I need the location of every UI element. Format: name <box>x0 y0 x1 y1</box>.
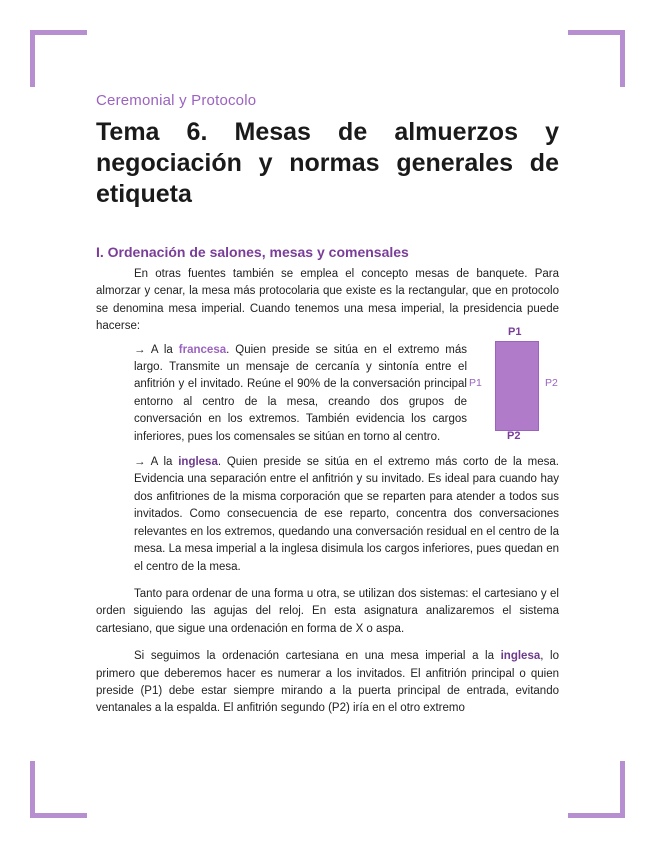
sistemas-paragraph: Tanto para ordenar de una forma u otra, se utilizan dos sistemas: el cartesiano y el orden siguiendo las agujas del reloj. En esta asignatura analizaremos el sistema cartesiano, que sigue una ordenación en forma de X o aspa. <box>96 587 559 635</box>
diagram-label-right: P2 <box>545 376 558 389</box>
term-inglesa: inglesa <box>178 456 218 469</box>
term-francesa: francesa <box>178 343 227 356</box>
cartesiana-lead: Si seguimos la ordenación cartesiana en una mesa imperial a la <box>134 650 501 663</box>
arrow-prefix: → A la <box>134 343 179 356</box>
francesa-block <box>134 325 559 446</box>
inglesa-block <box>134 454 559 576</box>
diagram-label-bottom: P2 <box>507 429 521 442</box>
arrow-prefix: → A la <box>134 456 179 469</box>
inglesa-body: . Quien preside se sitúa en el extremo más corto de la mesa. Evidencia una separación entre el anfitrión y su invitado. Es ideal para cuando hay dos anfitriones de la misma corporación que se reparten para atender a todos sus invitados. Como consecuencia de ese reparto, concentra dos conversaciones relevantes en los extremos, quedando una conversación residual en el centro de la mesa. La mesa imperial a la inglesa disimula los cargos inferiores, pues quedan en el centro de la mesa. <box>134 456 559 573</box>
section-heading: I. Ordenación de salones, mesas y comensales <box>96 244 409 260</box>
table-rectangle <box>495 341 539 431</box>
cartesiana-body: , lo primero que deberemos hacer es numerar a los invitados. El anfitrión principal o quien preside (P1) debe estar siempre mirando a la puerta principal de entrada, evitando ventanales a la espalda. El anfitrión segundo (P2) iría en el otro extremo <box>96 650 559 715</box>
diagram-label-top: P1 <box>508 325 522 338</box>
corner-frame-bottom-left <box>30 761 87 818</box>
corner-frame-top-right <box>568 30 625 87</box>
inglesa-paragraph <box>134 454 559 576</box>
francesa-body: . Quien preside se sitúa en el extremo más largo. Transmite un mensaje de cercanía y sintonía entre el anfitrión y el invitado. Reúne el 90% de la conversación principal entorno al centro de la mesa, creando dos grupos de conversación en los extremos. También evidencia los cargos inferiores, pues los comensales se sitúan en torno al centro. <box>134 343 468 443</box>
francesa-paragraph <box>134 342 467 446</box>
page-content <box>96 92 559 718</box>
term-inglesa-2: inglesa <box>500 650 541 663</box>
page-title: Tema 6. Mesas de almuerzos y negociación y normas generales de etiqueta <box>96 118 559 208</box>
series-label: Ceremonial y Protocolo <box>96 92 257 109</box>
cartesiana-paragraph <box>96 648 559 718</box>
diagram-label-left: P1 <box>469 376 482 389</box>
corner-frame-top-left <box>30 30 87 87</box>
corner-frame-bottom-right <box>568 761 625 818</box>
intro-paragraph: En otras fuentes también se emplea el concepto mesas de banquete. Para almorzar y cenar, la mesa más protocolaria que existe es la rectangular, que en protocolo se denomina mesa imperial. Cuando tenemos una mesa imperial, la presidencia puede hacerse: <box>96 268 559 333</box>
imperial-table-diagram <box>469 325 559 442</box>
